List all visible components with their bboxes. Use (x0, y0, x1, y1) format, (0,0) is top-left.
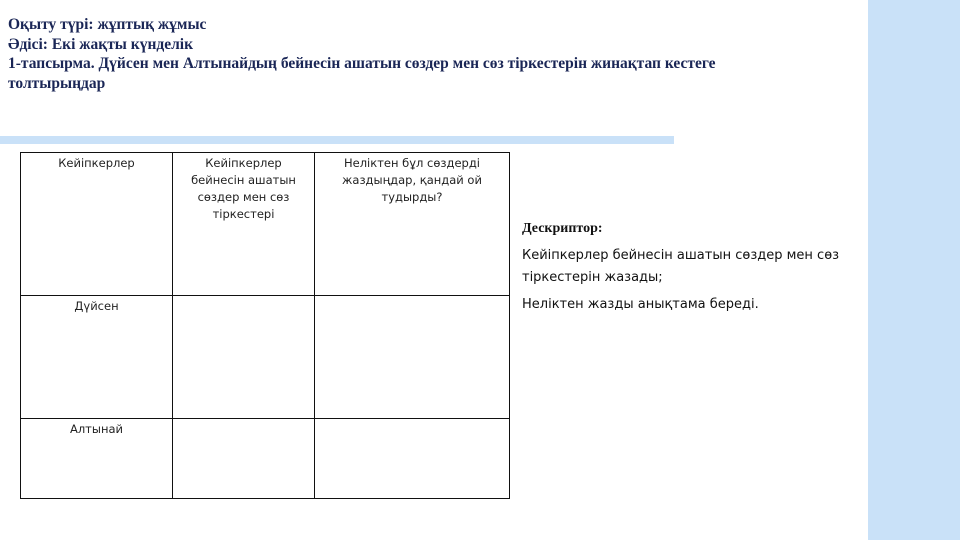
col-header-reason: Неліктен бұл сөздерді жаздыңдар, қандай ой тудырды? (315, 153, 510, 296)
table-header-row (21, 153, 510, 296)
words-cell[interactable] (173, 296, 315, 419)
table-row (21, 296, 510, 419)
descriptor-item: Кейіпкерлер бейнесін ашатын сөздер мен сөз тіркестерін жазады; (522, 248, 840, 285)
lesson-method: Әдісі: Екі жақты күнделік (8, 35, 194, 53)
lesson-type: Оқыту түрі: жұптық жұмыс (8, 16, 207, 33)
reason-cell[interactable] (315, 296, 510, 419)
accent-divider (0, 136, 674, 144)
descriptor-title: Дескриптор: (522, 221, 603, 236)
col-header-words: Кейіпкерлер бейнесін ашатын сөздер мен сөз тіркестері (173, 153, 315, 296)
row-character-name: Дүйсен (21, 296, 173, 419)
lesson-header (8, 15, 858, 93)
side-decor-panel (868, 0, 960, 540)
reason-cell[interactable] (315, 419, 510, 499)
col-header-characters: Кейіпкерлер (21, 153, 173, 296)
task-title-cont: толтырыңдар (8, 74, 106, 92)
row-character-name: Алтынай (21, 419, 173, 499)
descriptor-box (522, 218, 862, 321)
table-row (21, 419, 510, 499)
task-table (20, 152, 510, 499)
descriptor-item: Неліктен жазды анықтама береді. (522, 297, 759, 312)
task-title: 1-тапсырма. Дүйсен мен Алтынайдың бейнесін ашатын сөздер мен сөз тіркестерін жинақтап кестеге (8, 55, 716, 72)
words-cell[interactable] (173, 419, 315, 499)
